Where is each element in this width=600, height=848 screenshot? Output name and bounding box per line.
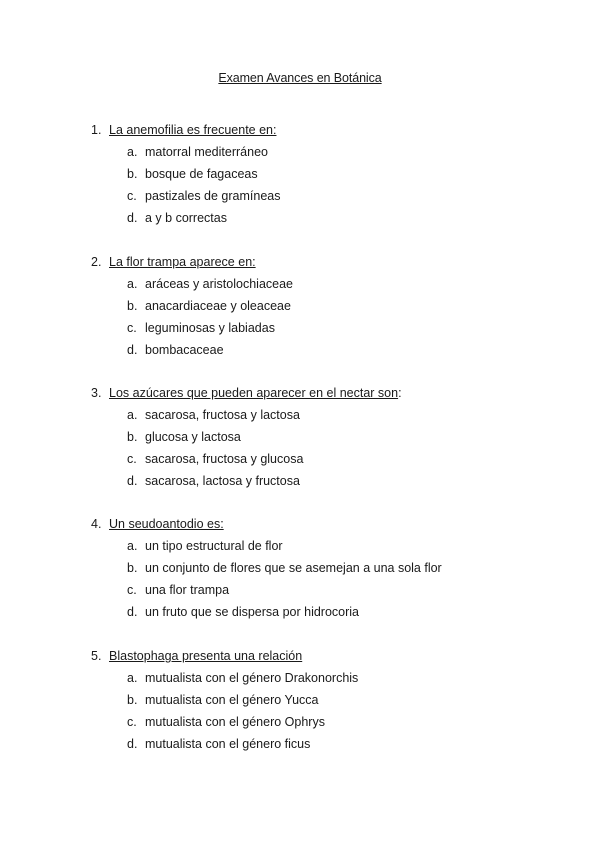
option-letter: b. bbox=[127, 430, 138, 444]
option-c bbox=[91, 579, 571, 601]
question-suffix: : bbox=[398, 386, 402, 400]
option-text: aráceas y aristolochiaceae bbox=[145, 277, 293, 291]
option-b bbox=[91, 163, 571, 185]
option-letter: a. bbox=[127, 408, 138, 422]
option-b bbox=[91, 295, 571, 317]
option-c bbox=[91, 711, 571, 733]
question-text: Los azúcares que pueden aparecer en el nectar son bbox=[109, 386, 399, 400]
option-text: un fruto que se dispersa por hidrocoria bbox=[145, 605, 360, 619]
question-3 bbox=[91, 382, 571, 492]
option-d bbox=[91, 339, 571, 361]
option-text: sacarosa, lactosa y fructosa bbox=[145, 474, 300, 488]
option-letter: d. bbox=[127, 211, 138, 225]
option-list bbox=[91, 273, 571, 361]
exam-title: Examen Avances en Botánica bbox=[218, 71, 382, 85]
option-d bbox=[91, 470, 571, 492]
option-letter: b. bbox=[127, 167, 138, 181]
option-b bbox=[91, 426, 571, 448]
option-letter: a. bbox=[127, 277, 138, 291]
option-text: un conjunto de flores que se asemejan a una sola flor bbox=[145, 561, 442, 575]
option-a bbox=[91, 535, 571, 557]
option-text: leguminosas y labiadas bbox=[145, 321, 275, 335]
option-letter: c. bbox=[127, 715, 137, 729]
option-letter: b. bbox=[127, 561, 138, 575]
option-a bbox=[91, 404, 571, 426]
question-text: La flor trampa aparece en: bbox=[109, 255, 256, 269]
question-text: Blastophaga presenta una relación bbox=[109, 649, 303, 663]
question-heading bbox=[91, 645, 571, 667]
option-letter: c. bbox=[127, 583, 137, 597]
option-text: matorral mediterráneo bbox=[145, 145, 268, 159]
question-text: La anemofilia es frecuente en: bbox=[109, 123, 277, 137]
option-b bbox=[91, 557, 571, 579]
option-letter: b. bbox=[127, 693, 138, 707]
option-text: mutualista con el género Ophrys bbox=[145, 715, 325, 729]
question-text: Un seudoantodio es: bbox=[109, 517, 224, 531]
option-text: anacardiaceae y oleaceae bbox=[145, 299, 291, 313]
option-a bbox=[91, 667, 571, 689]
option-text: bosque de fagaceas bbox=[145, 167, 258, 181]
option-d bbox=[91, 733, 571, 755]
option-d bbox=[91, 601, 571, 623]
question-number: 2. bbox=[91, 255, 102, 269]
question-4 bbox=[91, 513, 571, 623]
option-text: mutualista con el género ficus bbox=[145, 737, 311, 751]
option-c bbox=[91, 185, 571, 207]
option-list bbox=[91, 404, 571, 492]
option-text: pastizales de gramíneas bbox=[145, 189, 281, 203]
option-text: una flor trampa bbox=[145, 583, 230, 597]
question-5 bbox=[91, 645, 571, 755]
question-heading bbox=[91, 382, 571, 404]
question-number: 3. bbox=[91, 386, 102, 400]
option-letter: c. bbox=[127, 189, 137, 203]
question-heading bbox=[91, 251, 571, 273]
question-1 bbox=[91, 119, 571, 229]
option-letter: a. bbox=[127, 145, 138, 159]
option-a bbox=[91, 273, 571, 295]
option-letter: d. bbox=[127, 474, 138, 488]
question-heading bbox=[91, 513, 571, 535]
question-2 bbox=[91, 251, 571, 361]
option-letter: a. bbox=[127, 671, 138, 685]
option-letter: b. bbox=[127, 299, 138, 313]
option-text: mutualista con el género Drakonorchis bbox=[145, 671, 359, 685]
option-letter: d. bbox=[127, 343, 138, 357]
option-letter: c. bbox=[127, 452, 137, 466]
option-text: mutualista con el género Yucca bbox=[145, 693, 319, 707]
option-text: a y b correctas bbox=[145, 211, 227, 225]
option-list bbox=[91, 535, 571, 623]
option-b bbox=[91, 689, 571, 711]
question-number: 1. bbox=[91, 123, 102, 137]
option-letter: a. bbox=[127, 539, 138, 553]
option-letter: d. bbox=[127, 737, 138, 751]
option-d bbox=[91, 207, 571, 229]
option-list bbox=[91, 667, 571, 755]
option-c bbox=[91, 317, 571, 339]
question-number: 4. bbox=[91, 517, 102, 531]
question-heading bbox=[91, 119, 571, 141]
question-number: 5. bbox=[91, 649, 102, 663]
option-text: sacarosa, fructosa y lactosa bbox=[145, 408, 300, 422]
option-letter: c. bbox=[127, 321, 137, 335]
option-a bbox=[91, 141, 571, 163]
option-text: un tipo estructural de flor bbox=[145, 539, 283, 553]
option-text: bombacaceae bbox=[145, 343, 224, 357]
option-text: sacarosa, fructosa y glucosa bbox=[145, 452, 304, 466]
option-list bbox=[91, 141, 571, 229]
option-letter: d. bbox=[127, 605, 138, 619]
option-c bbox=[91, 448, 571, 470]
option-text: glucosa y lactosa bbox=[145, 430, 241, 444]
